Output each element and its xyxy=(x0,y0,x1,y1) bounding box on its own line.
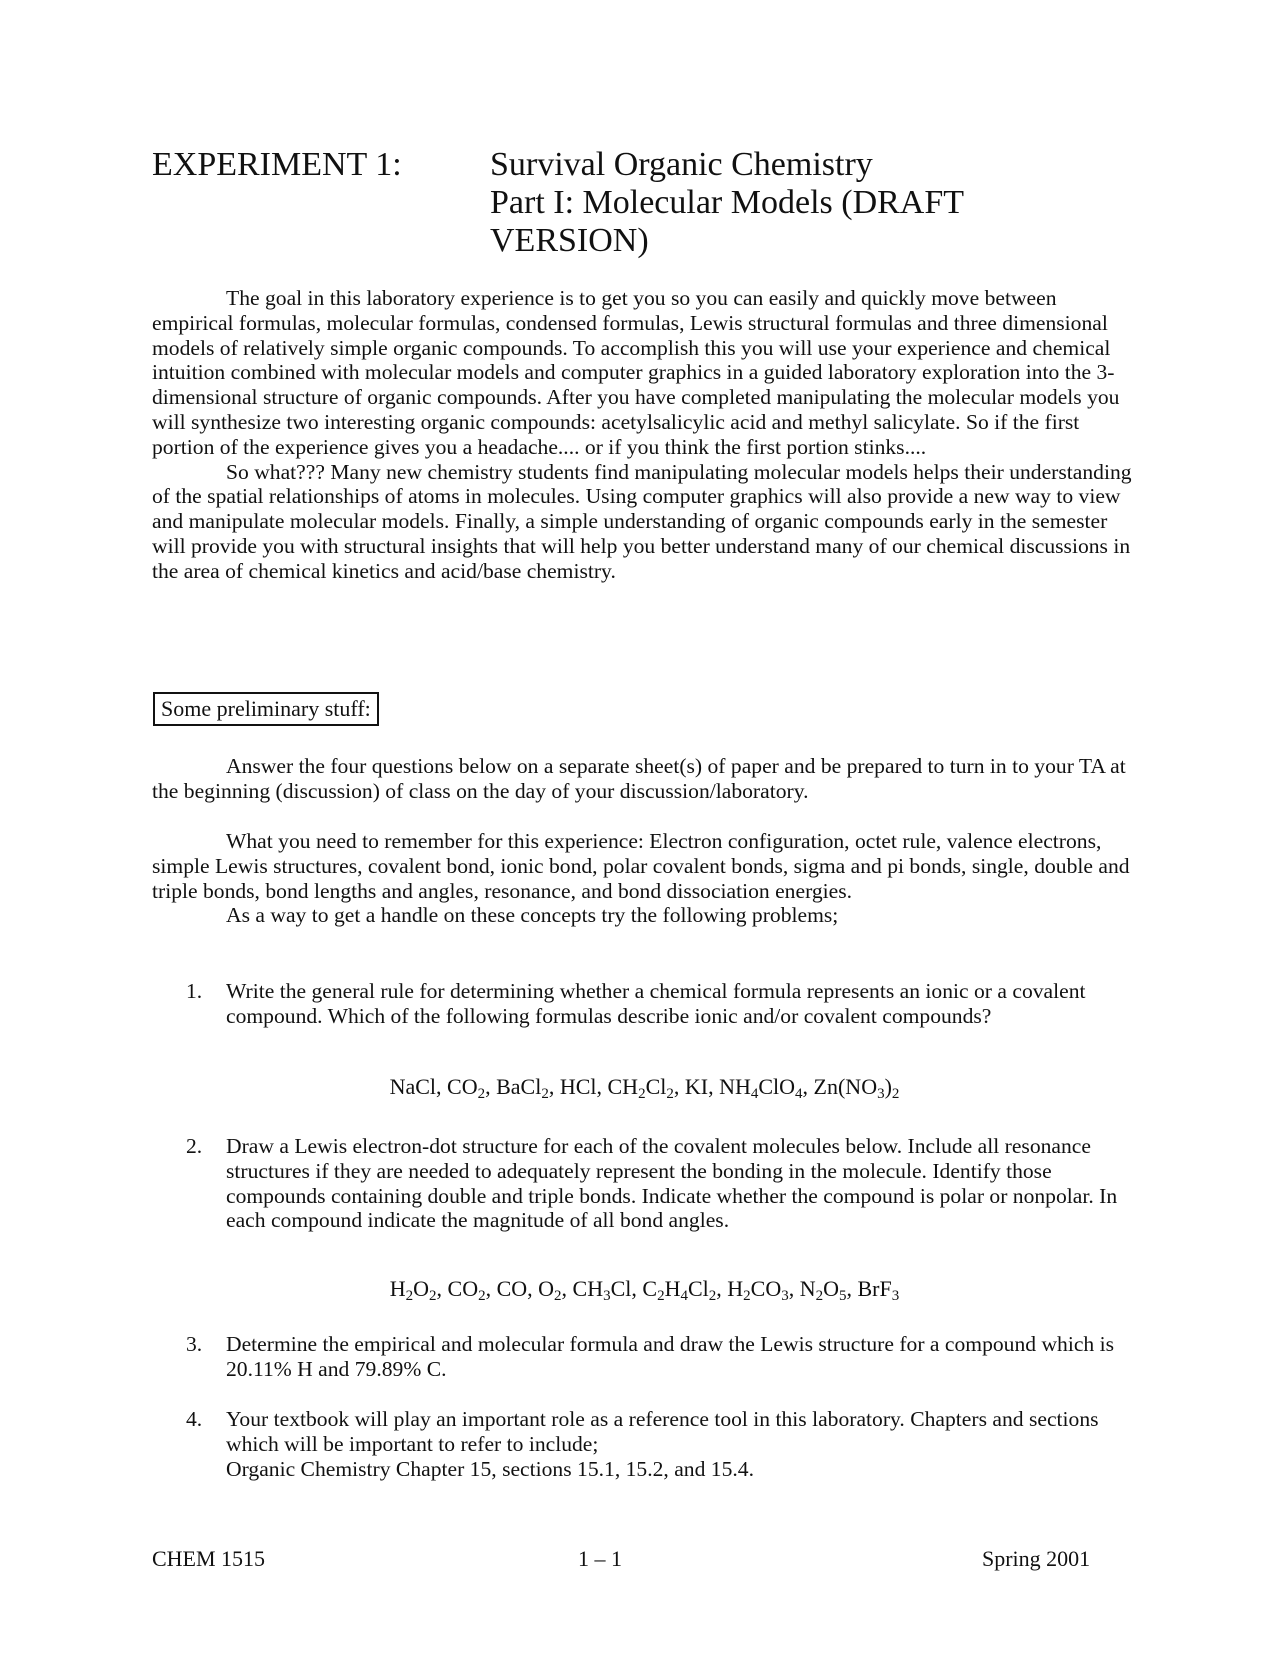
formula-list: NaCl, $CO_2$, BaCl$_2$, HCl, $CH_2Cl_2$, KI, $NH_4ClO_4$, $Zn(NO_3)_2$ xyxy=(389,1074,900,1102)
answer-paragraph: Answer the four questions below on a separate sheet(s) of paper and be prepared to turn in to your TA at the beginning (discussion) of class on the day of your discussion/laboratory. xyxy=(152,754,1126,803)
section-heading-preliminary: Some preliminary stuff: xyxy=(153,692,379,726)
question-text: Draw a Lewis electron-dot structure for each of the covalent molecules below. Include all resonance structures if they are needed to adequately represent the bonding in the molecule. Identify those compounds containing double and triple bonds. Indicate whether the compound is polar or nonpolar. In each compound indicate the magnitude of all bond angles. xyxy=(226,1134,1118,1233)
question-1 xyxy=(152,979,1137,1102)
question-number: 2. xyxy=(186,1134,203,1158)
question-number: 3. xyxy=(186,1332,203,1356)
intro-paragraph-so-what: So what??? Many new chemistry students find manipulating molecular models helps their understanding of the spatial relationships of atoms in molecules. Using computer graphics will also provide a new way to view and manipulate molecular models. Finally, a simple understanding of organic compounds early in the semester will provide you with structural insights that will help you better understand many of our chemical discussions in the area of chemical kinetics and acid/base chemistry. xyxy=(152,459,1132,583)
remember-section xyxy=(152,829,1137,928)
question-number: 4. xyxy=(186,1407,203,1431)
title-line-3: VERSION) xyxy=(490,222,649,259)
question-text: Determine the empirical and molecular formula and draw the Lewis structure for a compound which is 20.11% H and 79.89% C. xyxy=(226,1332,1115,1381)
intro-paragraph-goal: The goal in this laboratory experience is to get you so you can easily and quickly move between empirical formulas, molecular formulas, condensed formulas, Lewis structural formulas and three dimensional models of relatively simple organic compounds. To accomplish this you will use your experience and chemical intuition combined with molecular models and computer graphics in a guided laboratory exploration into the 3-dimensional structure of organic compounds. After you have completed manipulating the molecular models you will synthesize two interesting organic compounds: acetylsalicylic acid and methyl salicylate. So if the first portion of the experience gives you a headache.... or if you think the first portion stinks.... xyxy=(152,286,1120,459)
question-3 xyxy=(152,1332,1137,1382)
question-number: 1. xyxy=(186,979,203,1003)
title-line-1: Survival Organic Chemistry xyxy=(490,146,873,183)
question-text: Your textbook will play an important role as a reference tool in this laboratory. Chapters and sections which will be important to refer to include; xyxy=(226,1407,1099,1456)
question-4 xyxy=(152,1407,1137,1481)
experiment-title xyxy=(490,146,1050,260)
textbook-reference: Organic Chemistry Chapter 15, sections 15.1, 15.2, and 15.4. xyxy=(226,1456,754,1481)
formula-list: $H_2O_2$, $CO_2$, CO, $O_2$, $CH_3Cl$, $C_2H_4Cl_2$, $H_2CO_3$, $N_2O_5$, BrF$_3$ xyxy=(389,1276,900,1304)
remember-paragraph: What you need to remember for this experience: Electron configuration, octet rule, valence electrons, simple Lewis structures, covalent bond, ionic bond, polar covalent bonds, sigma and pi bonds, single, double and triple bonds, bond lengths and angles, resonance, and bond dissociation energies. xyxy=(152,829,1130,903)
question-2 xyxy=(152,1134,1137,1304)
footer-term: Spring 2001 xyxy=(982,1546,1091,1571)
intro-section xyxy=(152,286,1137,584)
footer-page-number: 1 – 1 xyxy=(578,1546,622,1571)
question-text: Write the general rule for determining whether a chemical formula represents an ionic or a covalent compound. Which of the following formulas describe ionic and/or covalent compounds? xyxy=(226,979,1086,1028)
footer-course: CHEM 1515 xyxy=(152,1546,266,1571)
title-line-2: Part I: Molecular Models (DRAFT xyxy=(490,184,965,221)
handle-paragraph: As a way to get a handle on these concepts try the following problems; xyxy=(226,903,839,928)
experiment-label: EXPERIMENT 1: xyxy=(152,146,402,183)
answer-instructions xyxy=(152,754,1137,804)
